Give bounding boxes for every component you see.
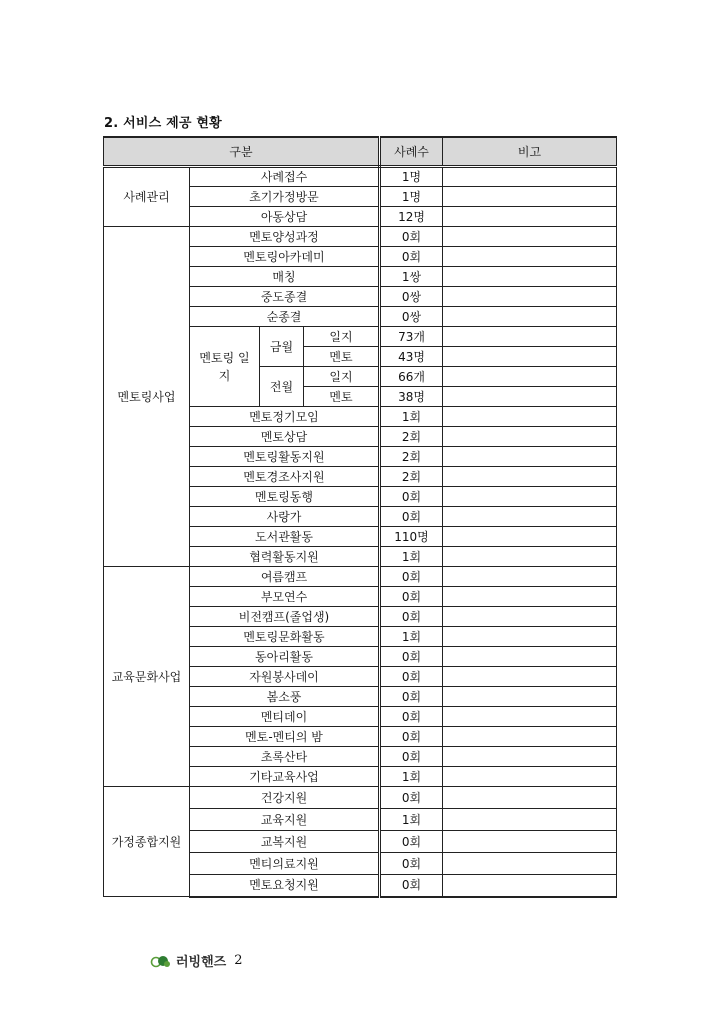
item-count: 0회 — [380, 647, 443, 667]
item-note — [443, 747, 617, 767]
item-note — [443, 853, 617, 875]
item-count: 0회 — [380, 687, 443, 707]
item-name: 부모연수 — [190, 587, 380, 607]
item-note — [443, 787, 617, 809]
item-note — [443, 607, 617, 627]
item-count: 110명 — [380, 527, 443, 547]
header-note: 비고 — [443, 137, 617, 167]
table-row — [104, 567, 617, 587]
item-count: 0회 — [380, 787, 443, 809]
item-name: 매칭 — [190, 267, 380, 287]
item-note — [443, 367, 617, 387]
item-name: 멘토상담 — [190, 427, 380, 447]
item-name: 멘토링문화활동 — [190, 627, 380, 647]
item-note — [443, 875, 617, 897]
section-title: 2. 서비스 제공 현황 — [104, 116, 222, 131]
group-case: 사례관리 — [104, 167, 190, 227]
group-family: 가정종합지원 — [104, 787, 190, 897]
item-count: 1명 — [380, 167, 443, 187]
item-name: 멘토링아카데미 — [190, 247, 380, 267]
header-count: 사례수 — [380, 137, 443, 167]
item-count: 1회 — [380, 809, 443, 831]
journal-count: 38명 — [380, 387, 443, 407]
item-count: 0회 — [380, 227, 443, 247]
item-note — [443, 647, 617, 667]
item-name: 초록산타 — [190, 747, 380, 767]
page-number: 2 — [234, 953, 243, 968]
item-note — [443, 227, 617, 247]
item-note — [443, 407, 617, 427]
service-status-table — [103, 136, 617, 898]
item-note — [443, 267, 617, 287]
item-note — [443, 207, 617, 227]
item-name: 교육지원 — [190, 809, 380, 831]
item-note — [443, 831, 617, 853]
item-name: 동아리활동 — [190, 647, 380, 667]
item-note — [443, 287, 617, 307]
item-name: 비전캠프(졸업생) — [190, 607, 380, 627]
journal-type: 멘토 — [304, 347, 380, 367]
item-name: 교복지원 — [190, 831, 380, 853]
journal-label: 멘토링 일지 — [190, 327, 260, 407]
item-name: 도서관활동 — [190, 527, 380, 547]
table-row — [104, 227, 617, 247]
item-note — [443, 707, 617, 727]
item-note — [443, 487, 617, 507]
journal-type: 멘토 — [304, 387, 380, 407]
item-count: 1회 — [380, 627, 443, 647]
item-count: 1회 — [380, 407, 443, 427]
item-name: 멘티의료지원 — [190, 853, 380, 875]
journal-type: 일지 — [304, 327, 380, 347]
table-header-row — [104, 137, 617, 167]
item-name: 멘토양성과정 — [190, 227, 380, 247]
item-note — [443, 447, 617, 467]
item-name: 중도종결 — [190, 287, 380, 307]
item-name: 협력활동지원 — [190, 547, 380, 567]
item-name: 봄소풍 — [190, 687, 380, 707]
item-note — [443, 247, 617, 267]
item-name: 여름캠프 — [190, 567, 380, 587]
item-name: 사례접수 — [190, 167, 380, 187]
item-name: 멘토링동행 — [190, 487, 380, 507]
item-count: 0회 — [380, 831, 443, 853]
item-count: 0쌍 — [380, 287, 443, 307]
footer — [150, 951, 243, 970]
item-note — [443, 467, 617, 487]
item-count: 0회 — [380, 607, 443, 627]
item-note — [443, 307, 617, 327]
item-note — [443, 687, 617, 707]
item-count: 0회 — [380, 667, 443, 687]
item-note — [443, 507, 617, 527]
item-name: 아동상담 — [190, 207, 380, 227]
item-count: 0회 — [380, 507, 443, 527]
item-name: 순종결 — [190, 307, 380, 327]
item-count: 1회 — [380, 547, 443, 567]
item-count: 12명 — [380, 207, 443, 227]
item-count: 2회 — [380, 467, 443, 487]
item-name: 멘토경조사지원 — [190, 467, 380, 487]
item-count: 0회 — [380, 487, 443, 507]
item-name: 멘티데이 — [190, 707, 380, 727]
item-note — [443, 627, 617, 647]
item-name: 멘토링활동지원 — [190, 447, 380, 467]
item-note — [443, 387, 617, 407]
item-count: 0회 — [380, 853, 443, 875]
item-count: 1명 — [380, 187, 443, 207]
item-count: 0회 — [380, 587, 443, 607]
table-row — [104, 167, 617, 187]
item-name: 건강지원 — [190, 787, 380, 809]
item-count: 0회 — [380, 727, 443, 747]
item-note — [443, 547, 617, 567]
table-row — [104, 787, 617, 809]
item-name: 초기가정방문 — [190, 187, 380, 207]
item-name: 멘토-멘티의 밤 — [190, 727, 380, 747]
journal-month: 전월 — [260, 367, 304, 407]
table-body — [104, 167, 617, 897]
item-note — [443, 727, 617, 747]
group-mentoring: 멘토링사업 — [104, 227, 190, 567]
logo-text: 러빙핸즈 — [176, 955, 227, 970]
item-note — [443, 567, 617, 587]
item-note — [443, 427, 617, 447]
item-name: 멘토요청지원 — [190, 875, 380, 897]
item-name: 멘토정기모임 — [190, 407, 380, 427]
header-category: 구분 — [104, 137, 380, 167]
item-note — [443, 767, 617, 787]
item-note — [443, 587, 617, 607]
journal-count: 43명 — [380, 347, 443, 367]
item-count: 0회 — [380, 875, 443, 897]
journal-type: 일지 — [304, 367, 380, 387]
journal-count: 66개 — [380, 367, 443, 387]
item-count: 0회 — [380, 707, 443, 727]
item-name: 기타교육사업 — [190, 767, 380, 787]
item-note — [443, 347, 617, 367]
item-note — [443, 187, 617, 207]
item-note — [443, 167, 617, 187]
journal-count: 73개 — [380, 327, 443, 347]
item-count: 1쌍 — [380, 267, 443, 287]
item-count: 2회 — [380, 447, 443, 467]
item-note — [443, 327, 617, 347]
item-count: 1회 — [380, 767, 443, 787]
item-count: 0회 — [380, 747, 443, 767]
group-education: 교육문화사업 — [104, 567, 190, 787]
item-count: 0회 — [380, 567, 443, 587]
loving-hands-logo-icon — [150, 953, 172, 969]
item-count: 2회 — [380, 427, 443, 447]
item-note — [443, 527, 617, 547]
item-count: 0회 — [380, 247, 443, 267]
item-note — [443, 667, 617, 687]
item-name: 자원봉사데이 — [190, 667, 380, 687]
item-note — [443, 809, 617, 831]
item-name: 사랑가 — [190, 507, 380, 527]
item-count: 0쌍 — [380, 307, 443, 327]
journal-month: 금월 — [260, 327, 304, 367]
